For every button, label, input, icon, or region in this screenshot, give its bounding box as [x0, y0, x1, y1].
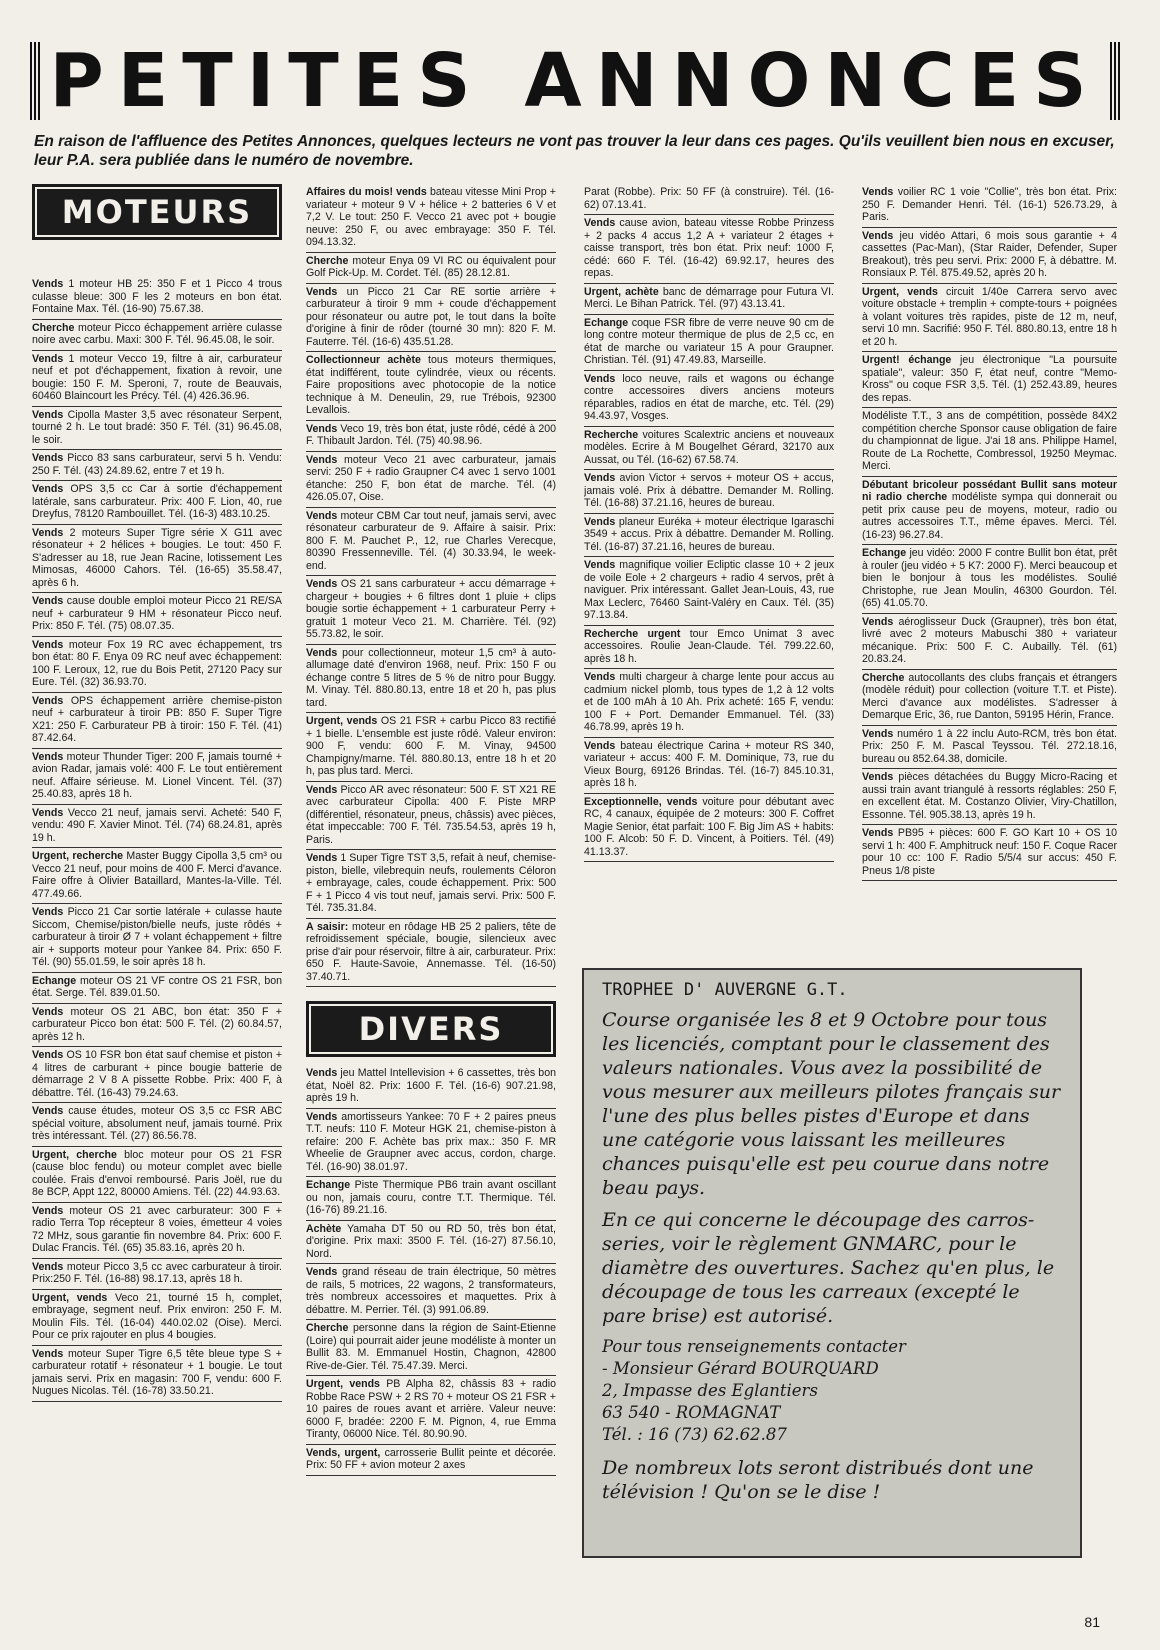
trophy-paragraph-1: Course organisée les 8 et 9 Octobre pour tous les licenciés, comptant pour le classement des valeurs nationales. Vous avez la possibilité de vous mesurer aux meilleurs pilotes français sur l'une des plus belles pistes d'Europe et dans une catégorie vous laissant les meilleures chances puisqu'elle est peu courue dans notre beau pays. [602, 1009, 1061, 1199]
classified-ad [584, 427, 834, 471]
ad-text: moteur Picco 3,5 cc avec carburateur à tiroir. Prix:250 F. Tél. (16-88) 98.17.13, après 18 h. [32, 1260, 282, 1285]
ad-lead: Vends, urgent, [306, 1446, 381, 1459]
trophy-paragraph-3: De nombreux lots seront distribués dont une télévision ! Qu'on se le dise ! [602, 1457, 1034, 1503]
ad-text: multi chargeur à charge lente pour accus au cadmium nickel plomb, tous types de 1,2 à 12 volts et de 100 mAh à 10 Ah. Prix acheté: 165 F, vendu: 100 F + Port. Demander Emmanuel. Tél. (33) 46.78.99, après 19 h. [584, 671, 834, 733]
classified-ad [862, 408, 1117, 477]
ad-lead: Urgent, vends [32, 1291, 108, 1304]
ad-text: tous moteurs thermiques, état indifférent, toute cylindrée, vieux ou récents. Faire propositions avec photocopie de la notice technique à M. Deneulin, 29, rue Trébois, 92300 Levallois. [306, 354, 556, 416]
ad-lead: Collectionneur achète [306, 354, 421, 366]
classified-ad [32, 450, 282, 481]
ad-lead: Vends [32, 526, 64, 539]
ad-text: OS 21 sans carburateur + accu démarrage + chargeur + bougies + 6 filtres dont 1 pluie + clips bougie sortie échappement + 1 carburateur Perry + gratuit 1 moteur Veco 21. M. Charrière. Tél. (92) 55.73.82, le soir. [306, 578, 556, 640]
ad-lead: Urgent, vends [306, 1378, 380, 1390]
ad-text: avion Victor + servos + moteur OS + accus, jamais volé. Prix à débattre. Demander M. Rolling. Tél. (16-88) 37.21.16, heures de bureau. [584, 472, 834, 509]
ad-lead: Vends [584, 472, 616, 484]
ad-text: moteur CBM Car tout neuf, jamais servi, avec résonateur carburateur de 9. Affaire à saisir. Prix: 800 F. M. Pauchet P., 12, rue Charles Verecque, 80390 Fressenneville. Tél. (4) 30.33.94, le week-end. [306, 509, 556, 572]
ad-lead: Vends [306, 646, 338, 659]
ad-text: un Picco 21 Car RE sortie arrière + carburateur à tiroir 9 mm + coude d'échappement pour résonateur ou autre pot, le tout dans la boîte d'origine à finir de rôder (tourné 30 mn): 820 F. M. Fauterre. Tél. (16-6) 435.51.28. [306, 285, 556, 348]
classified-ad [306, 850, 556, 919]
ad-text: Veco 19, très bon état, juste rôdé, cédé à 200 F. Thibault Jardon. Tél. (75) 40.98.96. [306, 422, 556, 447]
ad-text: voiture pour débutant avec RC, 4 canaux, équipée de 2 moteurs: 300 F. Coffret Magie Senior, état parfait: 100 F. Big Jim AS + habits: 100 F. Alcob: 50 F. D. Vincent, à Poitiers. Tél. (49) 41.13.37. [584, 795, 834, 858]
classified-ad [306, 1177, 556, 1221]
ad-lead: Débutant bricoleur possédant Bullit sans moteur ni radio cherche [862, 478, 1117, 503]
classified-ad [306, 1221, 556, 1265]
classified-ad [32, 1103, 282, 1147]
classified-ad [32, 320, 282, 351]
classified-ad [32, 1004, 282, 1048]
classified-ad [862, 670, 1117, 726]
classified-ad [306, 508, 556, 577]
ad-lead: Vends [32, 906, 64, 918]
ad-lead: Urgent, cherche [32, 1148, 117, 1161]
ad-lead: Exceptionnelle, vends [584, 795, 698, 808]
ad-lead: Vends [32, 806, 64, 819]
classified-ad [862, 614, 1117, 670]
ad-lead: Vends [32, 750, 64, 763]
classified-ad [584, 215, 834, 284]
ad-lead: Urgent, achète [584, 285, 659, 298]
masthead [30, 42, 1120, 120]
ad-text: grand réseau de train électrique, 50 mètres de rails, 5 motrices, 22 wagons, 2 transformateurs, très nombreux accessoires et maquettes. Prix à débattre. M. Perrier. Tél. (3) 991.06.89. [306, 1266, 556, 1316]
ad-text: coque FSR fibre de verre neuve 90 cm de long contre moteur thermique de plus de 2,5 cc, en état de marche ou variateur 15 A pour Graupner. Christian. Tél. (91) 47.49.83, Marseille. [584, 316, 834, 366]
ad-text: Picco 21 Car sortie latérale + culasse haute Siccom, Chemise/piston/bielle neufs, juste rôdés + carburateur à tiroir Ø 7 + volant échappement + filtre air + supports moteur pour Yankee 84. Prix: 650 F. Tél. (90) 55.01.59, le soir après 18 h. [32, 906, 282, 968]
trophy-announcement [582, 968, 1082, 1558]
ad-text: bateau vitesse Mini Prop + variateur + moteur 9 V + hélice + 2 batteries 6 V et 7,2 V. Le tout: 250 F. Vecco 21 avec pot + bougie neuve: 250 F, ou avec embrayage: 350 F. Tél. 094.13.32. [306, 186, 556, 248]
classified-ad [862, 726, 1117, 770]
ad-lead: Vends [862, 727, 894, 740]
ad-text: aéroglisseur Duck (Graupner), très bon état, livré avec 2 moteurs Mabuschi 380 + variateur mécanique. Prix: 500 F. C. Aubailly. Tél. (61) 20.83.24. [862, 615, 1117, 665]
classified-ad [584, 371, 834, 427]
column-4 [862, 184, 1117, 954]
classified-ad [584, 514, 834, 558]
ad-text: OPS échappement arrière chemise-piston neuf + carburateur à tiroir PB: 850 F. Super Tigre X21: 250 F. Carburateur PB à tiroir: 150 F. Tél. (41) 87.42.64. [32, 694, 282, 744]
classified-ad [32, 1259, 282, 1290]
classified-ad [306, 576, 556, 645]
classified-ad [584, 557, 834, 626]
ad-text: pièces détachées du Buggy Micro-Racing et aussi train avant triangulé à ressorts réglables: 250 F, en excellent état. M. Costanzo Olivier, Viry-Chatillon, Essonne. Tél. 905.38.13, après 19 h. [862, 771, 1117, 821]
classified-ad [862, 825, 1117, 881]
classified-ad [584, 626, 834, 670]
classified-ad [862, 228, 1117, 284]
ad-text: bateau électrique Carina + moteur RS 340, variateur + accus: 400 F. M. Dominique, 73, rue du Vieux Bourg, 69126 Brindas. Tél. (16-7) 845.10.31, après 18 h. [584, 739, 834, 789]
section-heading-moteurs: MOTEURS [32, 184, 282, 240]
column-3 [584, 184, 834, 954]
ad-lead: Vends [32, 408, 64, 421]
ad-lead: Vends [32, 452, 64, 464]
ad-text: carrosserie Bullit peinte et décorée. Prix: 50 FF + avion moteur 2 axes [306, 1446, 556, 1471]
ad-text: autocollants des clubs français et étrangers (modèle réduit) pour collection (voiture T.T. et Piste). Merci d'avance aux modélistes. S'adresser à Demarque Eric, 36, rue Danton, 59195 Hérin, France. [862, 671, 1117, 721]
column-1 [32, 184, 282, 1594]
ad-lead: Urgent, vends [306, 715, 378, 727]
ad-lead: Vends [584, 372, 616, 385]
ad-lead: Vends [862, 186, 894, 198]
trophy-contact-line: 63 540 - ROMAGNAT [602, 1403, 781, 1422]
ad-lead: Vends [306, 453, 338, 466]
ad-lead: Recherche urgent [584, 627, 681, 640]
ad-lead: Cherche [306, 1322, 349, 1334]
classified-ad [306, 919, 556, 988]
ad-lead: Vends [32, 1105, 64, 1117]
classified-ad [32, 973, 282, 1004]
ad-text: Picco 83 sans carburateur, servi 5 h. Vendu: 250 F. Tél. (43) 24.89.62, entre 7 et 19 h. [32, 452, 282, 477]
classified-ad [32, 593, 282, 637]
ad-text: voilier RC 1 voie "Collie", très bon état. Prix: 250 F. Demander Henri. Tél. (16-1) 526.73.29, à Paris. [862, 186, 1117, 223]
ad-text: Modéliste T.T., 3 ans de compétition, possède 84X2 compétition cherche Sponsor cause obligation de faire du championnat de ligue. J'ai 18 ans. Philippe Hamel, Route de La Rochette, Combressol, 19250 Meymac. Merci. [862, 410, 1117, 472]
classified-ad [32, 1290, 282, 1346]
ad-lead: Vends [862, 771, 894, 783]
ad-lead: Vends [32, 352, 64, 365]
ad-text: jeu vidéo: 2000 F contre Bullit bon état, prêt à rouler (jeu vidéo + 5 K7: 2000 F). Merci beaucoup et bien le bonjour à tous les modélistes. Soulié Christophe, rue Jean Moulin, 46300 Gourdon. Tél. (65) 41.05.70. [862, 547, 1117, 609]
ad-lead: Vends [306, 783, 338, 796]
ad-lead: Vends [306, 285, 338, 298]
ad-text: pour collectionneur, moteur 1,5 cm³ à auto-allumage daté d'environ 1968, neuf. Prix: 150 F ou échange contre 5 litres de 5 % de nitro pour Buggy. M. Vinay. Tél. 880.80.13, entre 18 et 20 h, pas plus tard. [306, 646, 556, 709]
ad-text: circuit 1/40e Carrera servo avec voiture obstacle + tremplin + compte-tours + poignées à volant voitures très rapides, piste de 12 m, neuf, servi 10 mn. Sacrifié: 950 F. Tél. 880.80.13, entre 18 h et 20 h. [862, 285, 1117, 348]
classified-ad [32, 848, 282, 904]
classified-ad [306, 1264, 556, 1320]
trophy-contact-line: - Monsieur Gérard BOURQUARD [602, 1359, 879, 1378]
page-number: 81 [1084, 1614, 1100, 1630]
ad-text: PB Alpha 82, châssis 83 + radio Robbe Race PSW + 2 RS 70 + moteur OS 21 FSR + 10 paires de roues avant et arrière. Valeur neuve: 6000 F, bradée: 2200 F. M. Pignon, 4, rue Emma Tiranty, 06000 Nice. Tél. 80.90.90. [306, 1378, 556, 1440]
ad-text: bloc moteur pour OS 21 FSR (cause bloc fendu) ou moteur complet avec bielle coulée. Frais d'envoi remboursé. Paris Joël, rue du 8e BCP, Appt 122, 80000 Amiens. Tél. (22) 44.93.63. [32, 1148, 282, 1198]
ad-lead: Vends [306, 1110, 338, 1123]
ad-lead: Urgent, vends [862, 285, 938, 298]
ad-lead: Cherche [32, 321, 75, 334]
classified-ad [584, 315, 834, 371]
classified-ad [32, 1203, 282, 1259]
ad-text: jeu Mattel Intellevision + 6 cassettes, très bon état, Noël 82. Prix: 1600 F. Tél. (16-6) 907.21.98, après 19 h. [306, 1067, 556, 1104]
classified-ad [306, 184, 556, 253]
ad-text: loco neuve, rails et wagons ou échange contre accessoires divers anciens moteurs réparables, radios en état de marche, etc. Tél. (29) 94.43.97, Vosges. [584, 372, 834, 422]
ad-text: moteur en rôdage HB 25 2 paliers, tête de refroidissement spéciale, bougie, silencieux avec prise d'air pour réservoir, filtre à air, carburateur. Prix: 650 F. Haute-Savoie, Annemasse. Tél. (16-50) 37.40.71. [306, 920, 556, 983]
ad-lead: Vends [306, 422, 338, 435]
trophy-contact-line: Pour tous renseignements contacter [602, 1337, 906, 1356]
classified-ad [306, 452, 556, 508]
trophy-contact-line: Tél. : 16 (73) 62.62.87 [602, 1425, 787, 1444]
ad-text: OS 10 FSR bon état sauf chemise et piston + 4 litres de carburant + pince bougie batterie de démarrage 2 V 8 A pissette Robbe. Prix: 400 F, à débattre. Tél. (16-43) 79.24.63. [32, 1049, 282, 1099]
classified-ad [32, 637, 282, 693]
classified-ad [32, 904, 282, 973]
ad-text: moteur Enya 09 VI RC ou équivalent pour Golf Pick-Up. M. Cordet. Tél. (85) 28.12.81. [306, 254, 556, 279]
trophy-paragraph-2: En ce qui concerne le découpage des carros-series, voir le règlement GNMARC, pour le diamètre des ouvertures. Sachez qu'en plus, le découpage de tous les carreaux (excepté le pare brise) est autorisé. [602, 1209, 1055, 1327]
ad-lead: Achète [306, 1222, 342, 1235]
ad-lead: Vends [306, 1067, 338, 1079]
ad-lead: Vends [862, 229, 894, 242]
classified-ad [584, 794, 834, 863]
classified-ad [306, 421, 556, 452]
classified-ad [306, 253, 556, 284]
ad-text: 1 moteur Vecco 19, filtre à air, carburateur neuf et pot d'échappement, fixation à revoir, une bougie: 150 F. M. Speroni, 7, route de Beauvais, 60460 Blaincourt les Précy. Tél. (4) 426.36.96. [32, 352, 282, 402]
ad-lead: Vends [32, 483, 64, 495]
ad-text: Picco AR avec résonateur: 500 F. ST X21 RE avec carburateur Cipolla: 400 F. Piste MRP (différentiel, résonateur, pneus, châssis) avec pièces, état impeccable: 700 F. Tél. 735.54.53, après 19 h, Paris. [306, 783, 556, 846]
ad-lead: Vends [584, 739, 616, 752]
classified-ad [862, 184, 1117, 228]
classified-ad [32, 525, 282, 594]
ad-text: personne dans la région de Saint-Etienne (Loire) qui pourrait aider jeune modéliste à monter un Bullit 83. M. Emmanuel Hostin, Chagnon, 42800 Rive-de-Gier. Tél. 75.47.39. Merci. [306, 1322, 556, 1372]
ad-lead: Vends [306, 852, 338, 864]
classified-ad [32, 693, 282, 749]
ad-lead: Vends [584, 217, 616, 229]
section-heading-divers: DIVERS [306, 1001, 556, 1057]
classified-ad [32, 805, 282, 849]
ad-text: moteur OS 21 VF contre OS 21 FSR, bon état. Serge. Tél. 839.01.50. [32, 974, 282, 999]
ad-text: Yamaha DT 50 ou RD 50, très bon état, d'origine. Prix maxi: 3500 F. Tél. (16-27) 87.56.10, Nord. [306, 1222, 556, 1260]
ad-lead: Vends [32, 638, 64, 651]
ad-text: moteur Super Tigre 6,5 tête bleue type S + carburateur rotatif + résonateur + 1 bougie. Le tout jamais servi. Prix en magasin: 700 F, vendu: 600 F. Nugues Nicolas. Tél. (16-78) 33.50.21. [32, 1347, 282, 1397]
ad-text: magnifique voilier Ecliptic classe 10 + 2 jeux de voile Eole + 2 chargeurs + radio 4 servos, prêt à naviguer. Prix intéressant. Gallet Jean-Louis, 43, rue Max Leclerc, 76460 Saint-Valéry en Caux. Tél. (35) 97.13.84. [584, 559, 834, 621]
classified-ad [584, 738, 834, 794]
ad-text: planeur Euréka + moteur électrique Igaraschi 3549 + accus. Prix à débattre. Demander M. Rolling. Tél. (16-87) 37.21.16, heures de bureau. [584, 515, 834, 553]
ad-lead: Vends [32, 1005, 64, 1018]
ad-text: Parat (Robbe). Prix: 50 FF (à construire). Tél. (16-62) 07.13.41. [584, 186, 834, 211]
classified-ad [306, 284, 556, 353]
classified-ad [306, 1065, 556, 1109]
ad-lead: Recherche [584, 428, 639, 441]
ad-text: 1 Super Tigre TST 3,5, refait à neuf, chemise-piston, bielle, vilebrequin neufs, roulements Céloron + embrayage, cales, coude échappement. Prix: 500 F + 1 Picco 4 vis tout neuf, jamais servi. Prix: 500 F. Tél. 735.31.84. [306, 852, 556, 914]
classified-ad [32, 351, 282, 407]
ad-text: PB95 + pièces: 600 F. GO Kart 10 + OS 10 servi 1 h: 400 F. Amphitruck neuf: 150 F. Coque Racer pour 10 cc: 100 F. Radio 5/5/4 sur accus: 450 F. Pneus 1/8 piste [862, 827, 1117, 877]
ad-text: moteur Veco 21 avec carburateur, jamais servi: 250 F + radio Graupner C4 avec 1 servo 1001 étanche: 250 F, bon état de marche. Tél. (4) 426.05.07, Oise. [306, 453, 556, 503]
classified-ad [32, 1147, 282, 1203]
ad-lead: Vends [584, 559, 616, 571]
ad-text: OS 21 FSR + carbu Picco 83 rectifié + 1 bielle. L'ensemble est juste rôdé. Valeur environ: 900 F, vendu: 600 F. M. Vinay, 94500 Champigny/marne. Tél. 880.80.13, entre 18 h et 20 h, pas plus tard. Merci. [306, 715, 556, 777]
ad-lead: Vends [32, 1260, 64, 1273]
ad-lead: Cherche [306, 254, 349, 267]
ad-text: moteur Thunder Tiger: 200 F, jamais tourné + avion Radar, jamais volé: 400 F. Le tout entièrement neuf. Affaire sérieuse. M. Lionel Vincent. Tél. (37) 25.40.83, après 18 h. [32, 750, 282, 800]
ad-lead: Vends [32, 1204, 64, 1217]
ad-text: amortisseurs Yankee: 70 F + 2 paires pneus T.T. neufs: 110 F. Moteur HGK 21, chemise-piston à refaire: 200 F. Achète bas prix max.: 350 F. MR Wheelie de Graupner avec accus, cordon, charge. Tél. (16-90) 38.01.97. [306, 1110, 556, 1173]
classified-ad [584, 669, 834, 738]
ad-lead: Vends [306, 578, 338, 590]
classified-ad [862, 352, 1117, 408]
classified-ad [306, 1109, 556, 1178]
ad-text: modéliste sympa qui donnerait ou petit prix cause peu de moyens, moteur, radio ou autres accessoires T.T., même épaves. Merci. Tél. (16-23) 96.27.84. [862, 491, 1117, 541]
ad-text: Cipolla Master 3,5 avec résonateur Serpent, tourné 2 h. Le tout bradé: 350 F. Tél. (31) 96.45.08, le soir. [32, 408, 282, 446]
ad-text: moteur Fox 19 RC avec échappement, trs bon état: 80 F. Enya 09 RC neuf avec échappement: 100 F. Leroux, 12, rue du Bois Petit, 27120 Pacy sur Eure. Tél. (32) 36.93.70. [32, 638, 282, 688]
ad-lead: Vends [32, 694, 64, 707]
ad-text: Vecco 21 neuf, jamais servi. Acheté: 540 F, vendu: 490 F. Xavier Minot. Tél. (74) 68.24.81, après 19 h. [32, 806, 282, 844]
ad-text: moteur Picco échappement arrière culasse noire avec carbu. Maxi: 300 F. Tél. 96.45.08, le soir. [32, 321, 282, 346]
ad-lead: Affaires du mois! vends [306, 186, 427, 198]
ad-text: 2 moteurs Super Tigre série X G11 avec résonateur + 2 hélices + bougies. Le tout: 450 F. S'adresser au 18, rue Jean Racine, lotissement Les Mimosas, 46000 Cahors. Tél. (16-65) 35.58.47, après 6 h. [32, 526, 282, 589]
classified-ad [584, 284, 834, 315]
classified-ad [32, 1047, 282, 1103]
classified-ad [306, 782, 556, 851]
classified-ad [862, 477, 1117, 546]
classified-ad [584, 470, 834, 514]
ad-lead: Urgent! échange [862, 354, 952, 366]
ad-text: Master Buggy Cipolla 3,5 cm³ ou Vecco 21 neuf, pour moins de 400 F. Merci d'avance. Faire offre à Olivier Bataillard, Mantes-la-Ville. Tél. 477.49.66. [32, 850, 282, 900]
ad-lead: Vends [32, 595, 64, 607]
ad-lead: Echange [584, 316, 629, 329]
ad-text: Veco 21, tourné 15 h, complet, embrayage, segment neuf. Prix environ: 250 F. M. Moulin Fils. Tél. (16-04) 440.02.02 (Oise). Merci. Pour ce prix rajouter en plus 4 bougies. [32, 1291, 282, 1341]
classified-ad [584, 184, 834, 215]
ad-text: tour Emco Unimat 3 avec accessoires. Roulie Jean-Claude. Tél. 799.22.60, après 18 h. [584, 627, 834, 665]
ad-lead: Vends [32, 1347, 64, 1360]
ad-lead: Echange [862, 547, 907, 559]
classified-ad [32, 1346, 282, 1402]
ad-text: jeu électronique "La poursuite spatiale", valeur: 350 F, état neuf, contre "Memo-Kross" ou coque FSR 3,5. Tél. (1) 252.43.89, heures des repas. [862, 354, 1117, 404]
classified-ad [32, 749, 282, 805]
ad-lead: Vends [584, 671, 616, 683]
ad-lead: Vends [306, 509, 338, 522]
trophy-title: TROPHEE D' AUVERGNE G.T. [602, 980, 848, 1000]
ad-lead: Vends [862, 615, 894, 628]
ad-text: Piste Thermique PB6 train avant oscillant ou non, jamais couru, contre T.T. Thermique. Tél. (16-76) 89.21.16. [306, 1179, 556, 1216]
classified-ad [862, 284, 1117, 353]
trophy-contact-line: 2, Impasse des Eglantiers [602, 1381, 818, 1400]
ad-text: jeu vidéo Attari, 6 mois sous garantie + 4 cassettes (Pac-Man), (Star Raider, Defender, Super Breakout), très peu servi. Prix: 2000 F, à débattre. M. Ronsiaux P. Tél. 875.49.52, après 20 h. [862, 229, 1117, 279]
ad-lead: Vends [306, 1266, 338, 1278]
ad-text: banc de démarrage pour Futura VI. Merci. Le Bihan Patrick. Tél. (97) 43.13.41. [584, 285, 834, 310]
classified-ad [306, 1376, 556, 1445]
ad-text: cause avion, bateau vitesse Robbe Prinzess + 2 packs 4 accus 1,2 A + variateur 2 étages + caisse transport, très bon état. Prix neuf: 1000 F, cédé: 660 F. Tél. (16-42) 69.92.17, heures des repas. [584, 217, 834, 279]
classified-ad [32, 481, 282, 525]
classified-ad [306, 713, 556, 782]
ad-text: cause double emploi moteur Picco 21 RE/SA neuf + carburateur 9 HM + résonateur Picco neuf. Prix: 850 F. Tél. (75) 08.07.35. [32, 595, 282, 632]
ad-lead: Vends [32, 1049, 64, 1061]
ad-lead: Vends [32, 278, 64, 290]
ad-text: cause études, moteur OS 3,5 cc FSR ABC spécial voiture, absolument neuf, jamais tourné. Prix très intéressant. Tél. (27) 86.56.78. [32, 1105, 282, 1142]
ad-lead: A saisir: [306, 920, 349, 933]
ad-lead: Echange [306, 1179, 351, 1191]
ad-text: moteur OS 21 ABC, bon état: 350 F + carburateur Picco bon état: 500 F. Tél. (2) 60.84.57, après 12 h. [32, 1005, 282, 1043]
classified-ad [862, 545, 1117, 614]
ad-lead: Echange [32, 974, 77, 987]
classified-ad [306, 1445, 556, 1476]
ad-text: voitures Scalextric anciens et nouveaux modèles. Ecrire à M Bougelhet Gérard, 32170 aux Aussat, ou Tél. (16-62) 67.58.74. [584, 428, 834, 466]
ad-text: numéro 1 à 22 inclu Auto-RCM, très bon état. Prix: 250 F. M. Pascal Teyssou. Tél. 272.18.16, bureau ou 852.64.38, domicile. [862, 727, 1117, 765]
classified-ad [32, 276, 282, 320]
column-2 [306, 184, 556, 1594]
ad-text: moteur OS 21 avec carburateur: 300 F + radio Terra Top récepteur 8 voies, émetteur 4 voies 72 MHz, sous garantie fin novembre 84. Prix: 600 F. Dulac Francis. Tél. (65) 35.83.16, après 20 h. [32, 1204, 282, 1254]
masthead-title: PETITES ANNONCES [41, 42, 1108, 120]
classified-ad [306, 352, 556, 421]
classified-ad [862, 769, 1117, 825]
ad-lead: Vends [584, 515, 616, 528]
ad-lead: Cherche [862, 671, 905, 684]
ad-lead: Vends [862, 827, 894, 839]
classified-ad [306, 1320, 556, 1376]
ad-lead: Urgent, recherche [32, 850, 124, 862]
classified-ad [306, 645, 556, 714]
classified-ad [32, 407, 282, 451]
intro-text: En raison de l'affluence des Petites Annonces, quelques lecteurs ne vont pas trouver la leur dans ces pages. Qu'ils veuillent bien nous en excuser, leur P.A. sera publiée dans le numéro de novembre. [34, 133, 1115, 169]
ad-text: OPS 3,5 cc Car à sortie d'échappement latérale, sans carburateur. Prix: 400 F. Lion, 40, rue Dreyfus, 78120 Rambouillet. Tél. (16-3) 483.10.25. [32, 483, 282, 520]
ad-text: 1 moteur HB 25: 350 F et 1 Picco 4 trous culasse bleue: 300 F les 2 moteurs en bon état. Fontaine Max. Tél. (16-90) 75.67.38. [32, 278, 282, 315]
